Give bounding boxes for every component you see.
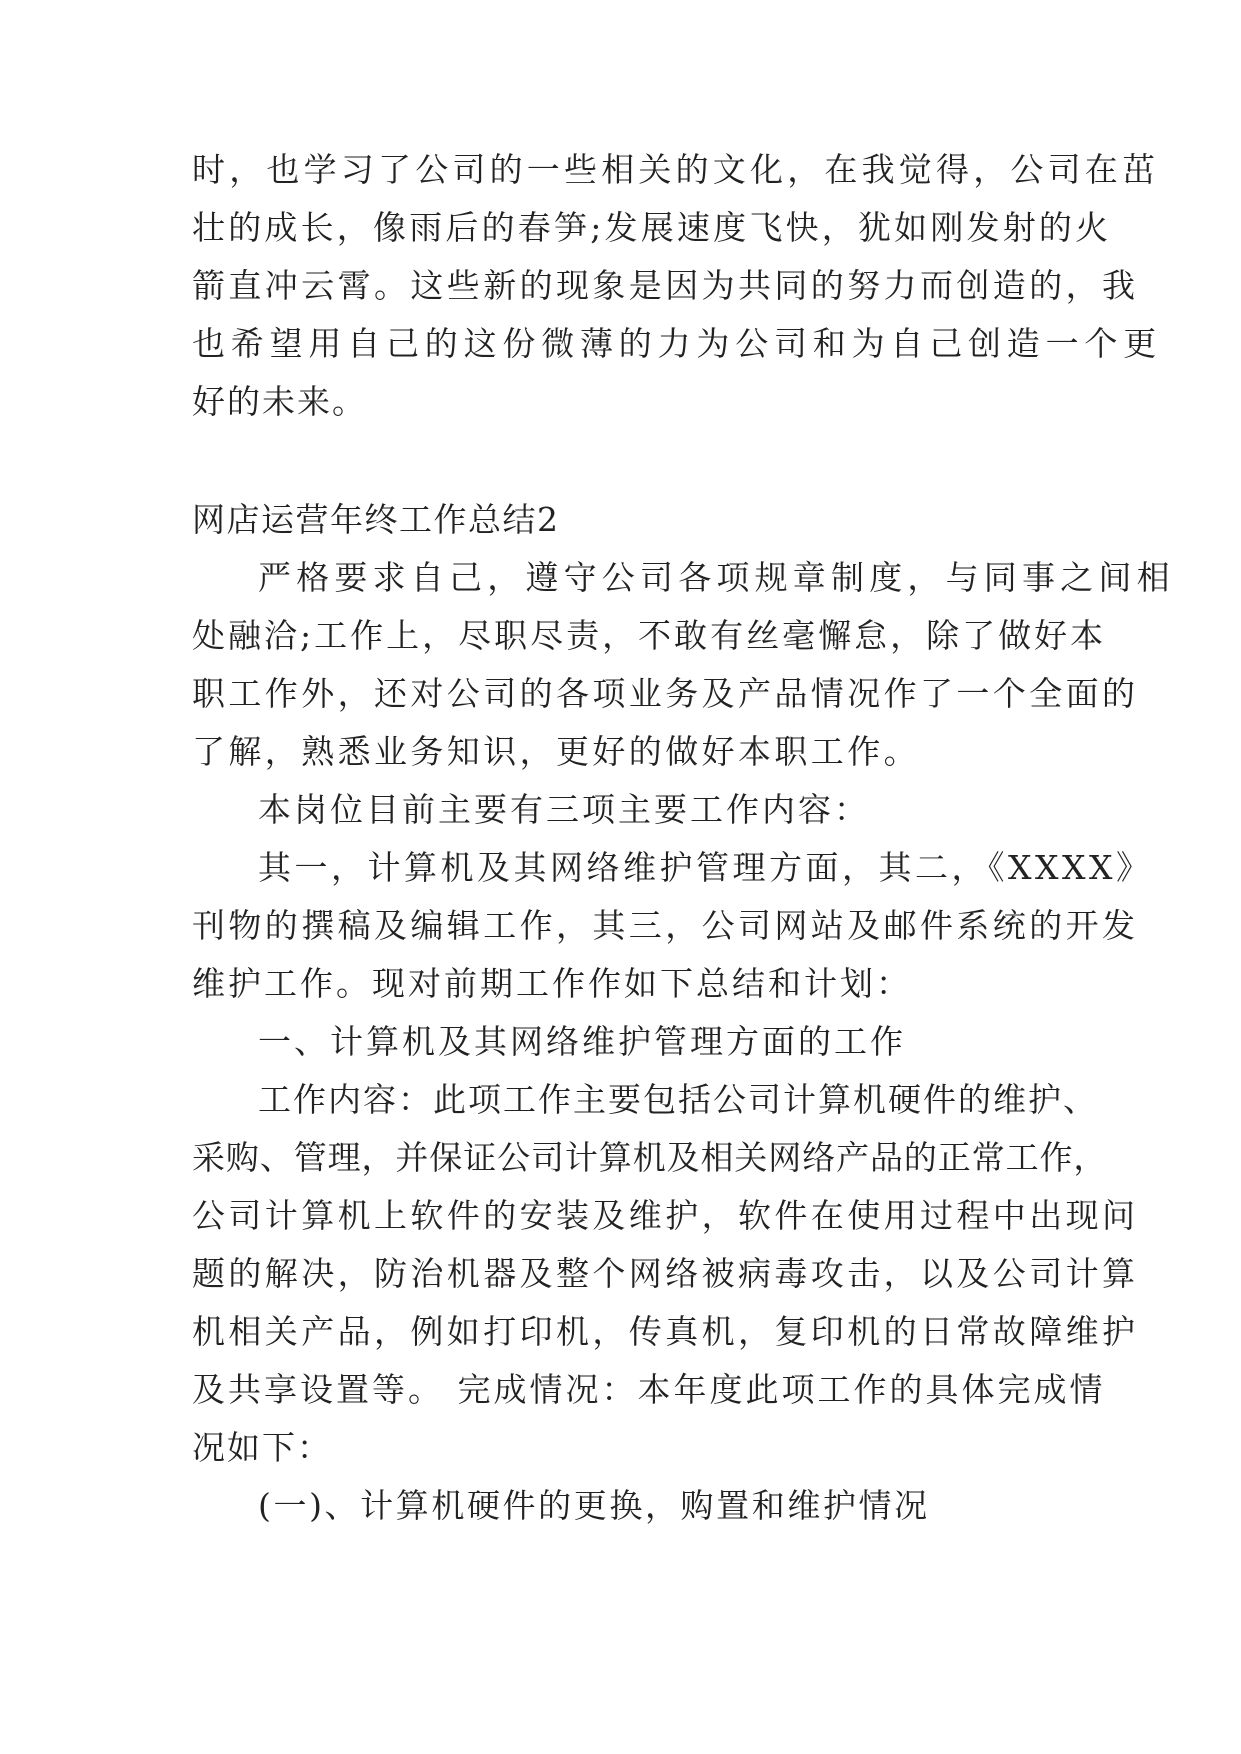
text-line: 本岗位目前主要有三项主要工作内容： bbox=[258, 790, 870, 829]
text-line: 工作内容：此项工作主要包括公司计算机硬件的维护、 bbox=[258, 1080, 1098, 1119]
section-subheading: (一)、计算机硬件的更换，购置和维护情况 bbox=[258, 1486, 930, 1525]
section-subheading: 一、计算机及其网络维护管理方面的工作 bbox=[258, 1022, 906, 1061]
section-heading: 网店运营年终工作总结2 bbox=[192, 500, 560, 539]
text-line: 维护工作。现对前期工作作如下总结和计划： bbox=[192, 964, 912, 1003]
text-line: 也希望用自己的这份微薄的力为公司和为自己创造一个更 bbox=[192, 324, 1162, 363]
text-line: 其一，计算机及其网络维护管理方面，其二，《XXXX》 bbox=[258, 848, 1153, 887]
text-line: 题的解决，防治机器及整个网络被病毒攻击，以及公司计算 bbox=[192, 1254, 1139, 1293]
text-line: 处融洽;工作上，尽职尽责，不敢有丝毫懈怠，除了做好本 bbox=[192, 616, 1107, 655]
text-line: 职工作外，还对公司的各项业务及产品情况作了一个全面的 bbox=[192, 674, 1139, 713]
text-line: 好的未来。 bbox=[192, 382, 367, 421]
text-line: 机相关产品，例如打印机，传真机，复印机的日常故障维护 bbox=[192, 1312, 1139, 1351]
text-line: 公司计算机上软件的安装及维护，软件在使用过程中出现问 bbox=[192, 1196, 1139, 1235]
text-line: 了解，熟悉业务知识，更好的做好本职工作。 bbox=[192, 732, 920, 771]
text-line: 时，也学习了公司的一些相关的文化，在我觉得，公司在茁 bbox=[192, 150, 1160, 189]
text-line: 严格要求自己，遵守公司各项规章制度，与同事之间相 bbox=[258, 558, 1175, 597]
text-line: 壮的成长，像雨后的春笋;发展速度飞快，犹如刚发射的火 bbox=[192, 208, 1112, 247]
text-line: 箭直冲云霄。这些新的现象是因为共同的努力而创造的，我 bbox=[192, 266, 1139, 305]
text-line: 刊物的撰稿及编辑工作，其三，公司网站及邮件系统的开发 bbox=[192, 906, 1139, 945]
text-line: 采购、管理，并保证公司计算机及相关网络产品的正常工作， bbox=[192, 1138, 1108, 1177]
text-line: 况如下： bbox=[192, 1428, 332, 1467]
text-line: 及共享设置等。 完成情况：本年度此项工作的具体完成情 bbox=[192, 1370, 1106, 1409]
